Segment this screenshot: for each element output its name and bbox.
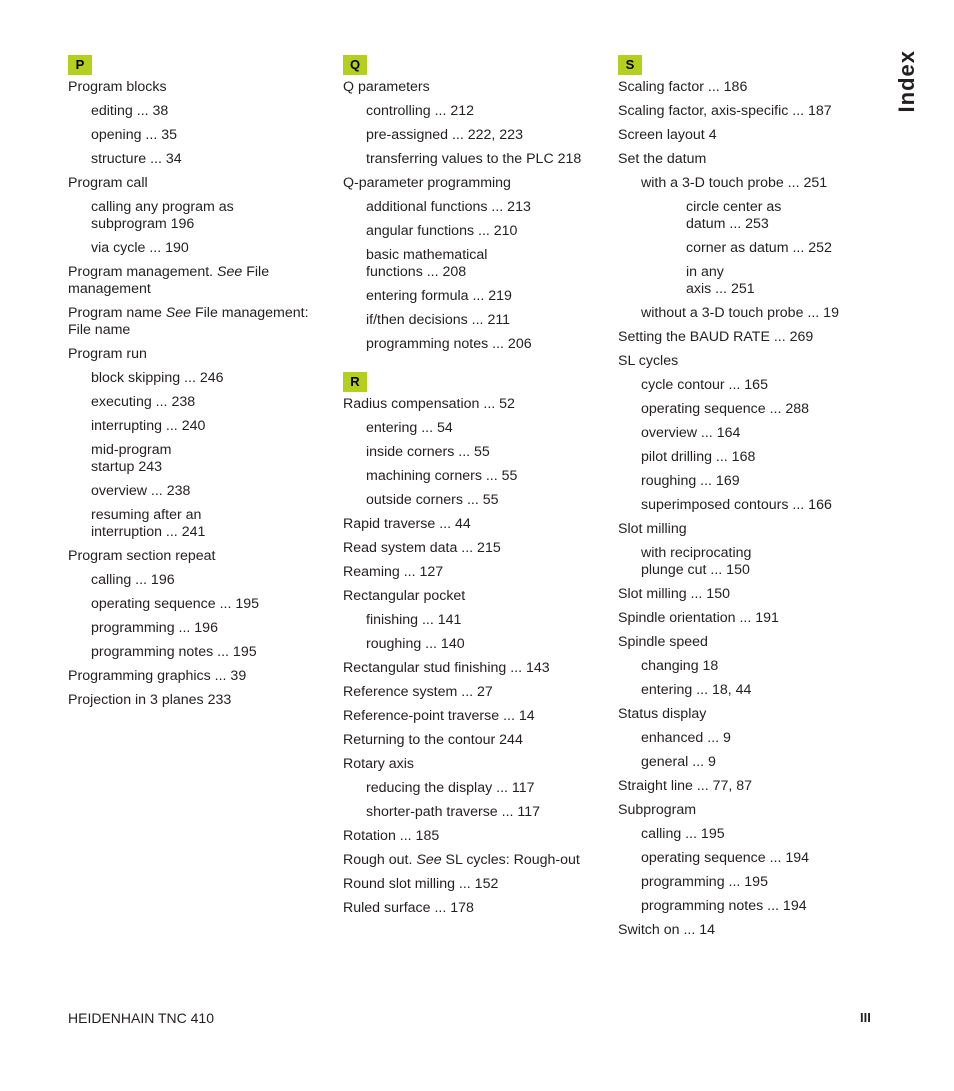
index-entry: Reference system ... 27	[343, 684, 493, 700]
index-entry: Screen layout 4	[618, 127, 717, 143]
index-subentry: roughing ... 140	[366, 636, 465, 652]
index-subentry: programming notes ... 206	[366, 336, 532, 352]
index-entry: Straight line ... 77, 87	[618, 778, 753, 794]
index-subentry: outside corners ... 55	[366, 492, 499, 508]
index-entry: Program blocks	[68, 79, 167, 95]
section-gap	[343, 360, 608, 372]
index-subentry: with a 3-D touch probe ... 251	[641, 175, 828, 191]
index-entry: Program call	[68, 175, 148, 191]
index-entry: Radius compensation ... 52	[343, 396, 515, 412]
index-subentry: programming ... 196	[91, 620, 218, 636]
index-subentry: in any axis ... 251	[686, 264, 755, 297]
index-entry: Spindle speed	[618, 634, 708, 650]
index-entry: Set the datum	[618, 151, 707, 167]
index-subentry: changing 18	[641, 658, 719, 674]
section-letter-badge: P	[68, 55, 92, 75]
index-subentry: via cycle ... 190	[91, 240, 189, 256]
index-subentry: cycle contour ... 165	[641, 377, 768, 393]
index-subentry: operating sequence ... 194	[641, 850, 810, 866]
index-entry: Reaming ... 127	[343, 564, 444, 580]
index-entry: Spindle orientation ... 191	[618, 610, 779, 626]
see-reference: See	[416, 852, 442, 868]
index-subentry: with reciprocating plunge cut ... 150	[641, 545, 752, 578]
index-subentry: calling any program as subprogram 196	[91, 199, 234, 232]
index-subentry: overview ... 238	[91, 483, 191, 499]
footer-title: HEIDENHAIN TNC 410	[68, 1010, 215, 1026]
index-subentry: if/then decisions ... 211	[366, 312, 511, 328]
index-entry: Switch on ... 14	[618, 922, 715, 938]
index-subentry: programming notes ... 195	[91, 644, 257, 660]
index-subentry: shorter-path traverse ... 117	[366, 804, 541, 820]
index-entry: SL cycles	[618, 353, 679, 369]
index-entry: Q parameters	[343, 79, 430, 95]
index-subentry: pilot drilling ... 168	[641, 449, 756, 465]
index-entry	[68, 305, 333, 339]
index-entry: Rectangular stud finishing ... 143	[343, 660, 550, 676]
see-target: File management	[68, 264, 270, 297]
index-entry: Subprogram	[618, 802, 697, 818]
index-entry: Program run	[68, 346, 147, 362]
index-subentry: overview ... 164	[641, 425, 741, 441]
index-subentry: interrupting ... 240	[91, 418, 206, 434]
index-subentry: roughing ... 169	[641, 473, 740, 489]
index-entry: Q-parameter programming	[343, 175, 511, 191]
index-subentry: entering ... 54	[366, 420, 453, 436]
entry-text: Program management.	[68, 264, 218, 280]
entry-text: Program name	[68, 305, 166, 321]
index-subentry: inside corners ... 55	[366, 444, 490, 460]
index-entry: Rotary axis	[343, 756, 414, 772]
side-tab-label: Index	[894, 50, 919, 113]
index-subentry: superimposed contours ... 166	[641, 497, 832, 513]
see-reference: See	[217, 264, 243, 280]
index-subentry: entering ... 18, 44	[641, 682, 752, 698]
index-subentry: finishing ... 141	[366, 612, 462, 628]
index-entry: Projection in 3 planes 233	[68, 692, 232, 708]
section-letter-badge: R	[343, 372, 367, 392]
index-subentry: additional functions ... 213	[366, 199, 531, 215]
index-entry: Slot milling	[618, 521, 687, 537]
index-subentry: pre-assigned ... 222, 223	[366, 127, 523, 143]
index-entry: Programming graphics ... 39	[68, 668, 247, 684]
see-reference: See	[165, 305, 192, 321]
index-subentry: programming notes ... 194	[641, 898, 807, 914]
section-letter-badge: S	[618, 55, 642, 75]
index-subentry: structure ... 34	[91, 151, 182, 167]
index-subentry: enhanced ... 9	[641, 730, 731, 746]
index-column-q	[343, 55, 608, 924]
index-entry: Round slot milling ... 152	[343, 876, 499, 892]
index-subentry: block skipping ... 246	[91, 370, 224, 386]
index-subentry: controlling ... 212	[366, 103, 475, 119]
index-subentry: circle center as datum ... 253	[686, 199, 782, 232]
index-entry: Status display	[618, 706, 707, 722]
index-subentry: corner as datum ... 252	[686, 240, 832, 256]
index-entry: Slot milling ... 150	[618, 586, 730, 602]
index-subentry: operating sequence ... 288	[641, 401, 810, 417]
index-entry: Read system data ... 215	[343, 540, 501, 556]
section-letter-badge: Q	[343, 55, 367, 75]
see-target: File management: File name	[68, 305, 309, 338]
index-entry: Scaling factor ... 186	[618, 79, 748, 95]
index-subentry: angular functions ... 210	[366, 223, 518, 239]
index-subentry: editing ... 38	[91, 103, 169, 119]
index-subentry: reducing the display ... 117	[366, 780, 535, 796]
index-entry: Setting the BAUD RATE ... 269	[618, 329, 814, 345]
index-subentry: transferring values to the PLC 218	[366, 151, 582, 167]
index-subentry: machining corners ... 55	[366, 468, 518, 484]
index-entry	[343, 852, 608, 869]
index-subentry: opening ... 35	[91, 127, 177, 143]
index-subentry: calling ... 196	[91, 572, 175, 588]
see-target: SL cycles: Rough-out	[441, 852, 580, 868]
entry-text: Rough out.	[343, 852, 417, 868]
index-column-s	[618, 55, 883, 946]
index-subentry: general ... 9	[641, 754, 716, 770]
index-entry: Reference-point traverse ... 14	[343, 708, 535, 724]
index-entry: Returning to the contour 244	[343, 732, 523, 748]
index-entry: Rectangular pocket	[343, 588, 466, 604]
index-entry: Scaling factor, axis-specific ... 187	[618, 103, 832, 119]
index-entry: Rotation ... 185	[343, 828, 440, 844]
index-entry: Program section repeat	[68, 548, 216, 564]
index-subentry: programming ... 195	[641, 874, 768, 890]
index-subentry: without a 3-D touch probe ... 19	[641, 305, 839, 321]
index-entry: Rapid traverse ... 44	[343, 516, 471, 532]
page-number: III	[860, 1010, 871, 1025]
index-subentry: calling ... 195	[641, 826, 725, 842]
index-subentry: basic mathematical functions ... 208	[366, 247, 488, 280]
index-subentry: operating sequence ... 195	[91, 596, 260, 612]
index-subentry: resuming after an interruption ... 241	[91, 507, 206, 540]
index-subentry: executing ... 238	[91, 394, 196, 410]
index-subentry: entering formula ... 219	[366, 288, 512, 304]
index-subentry: mid-program startup 243	[91, 442, 172, 475]
index-entry	[68, 264, 333, 298]
index-entry: Ruled surface ... 178	[343, 900, 474, 916]
index-column-p	[68, 55, 333, 716]
